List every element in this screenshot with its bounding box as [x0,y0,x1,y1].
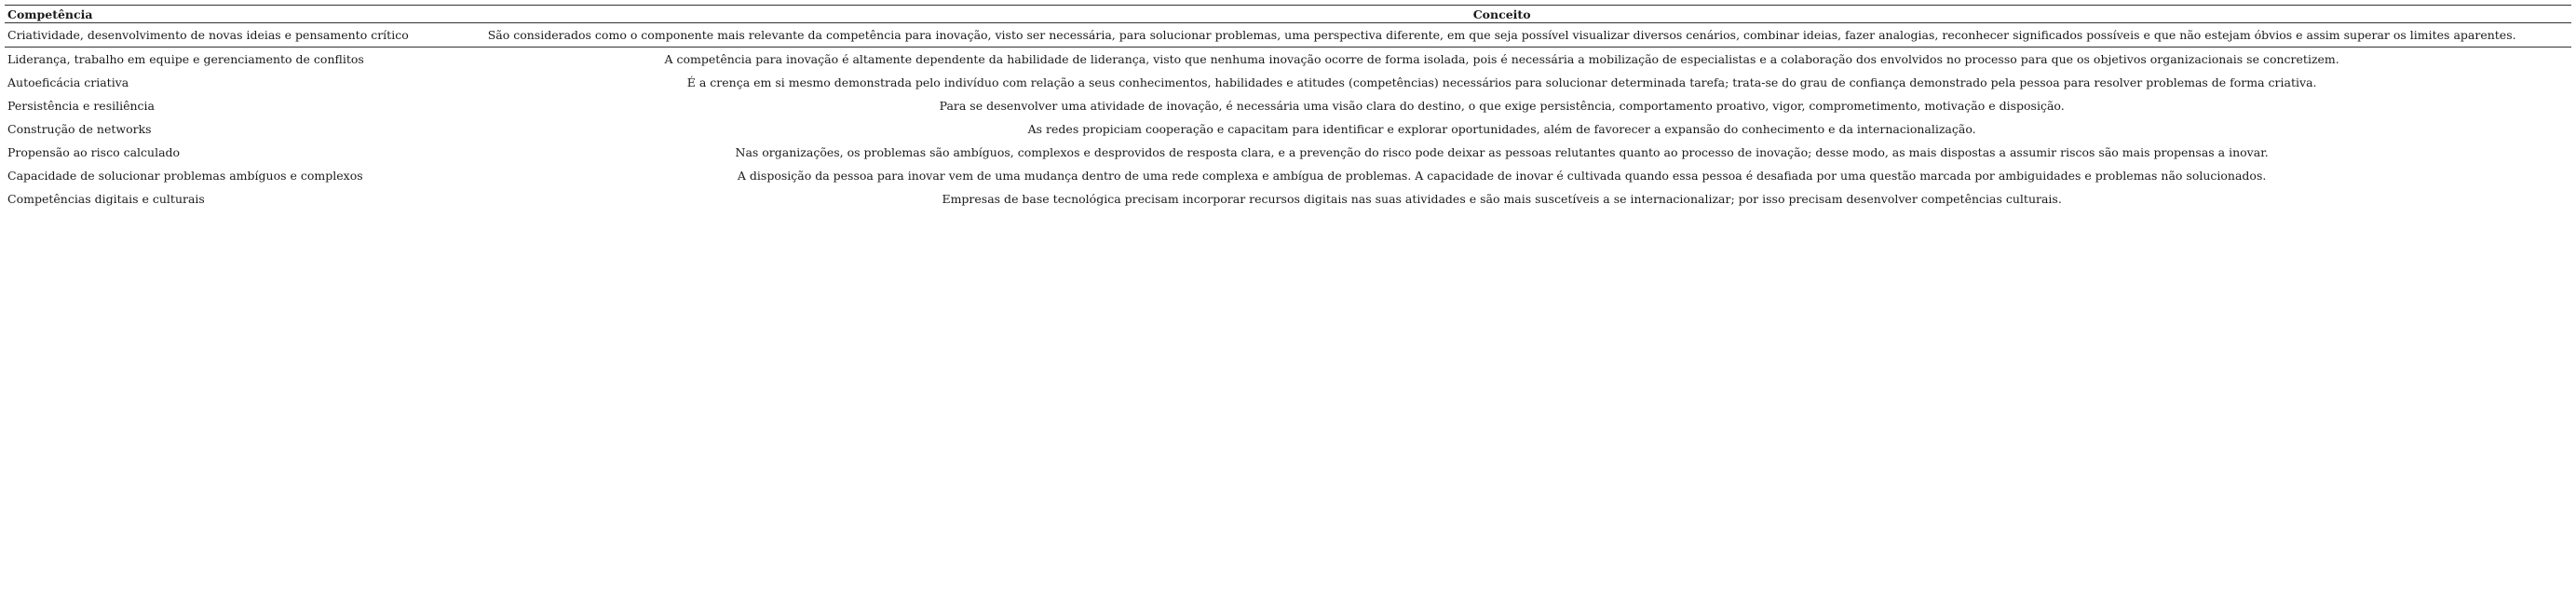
cell-competencia: Capacidade de solucionar problemas ambíguos e complexos [7,169,363,183]
header-row [5,6,2571,23]
cell-conceito: Nas organizações, os problemas são ambíguos, complexos e desprovidos de resposta clara, e a prevenção do risco pode deixar as pessoas relutantes quanto ao processo de inovação; desse modo, as mais dispostas a assumir riscos são mais propensas a inovar. [735,145,2269,159]
cell-competencia: Propensão ao risco calculado [7,145,181,159]
cell-conceito: Para se desenvolver uma atividade de inovação, é necessária uma visão clara do destino, o que exige persistência, comportamento proativo, vigor, comprometimento, motivação e disposição. [939,99,2065,113]
header-conceito: Conceito [432,6,2571,23]
cell-conceito: É a crença em si mesmo demonstrada pelo indivíduo com relação a seus conhecimentos, habilidades e atitudes (competências) necessários para solucionar determinada tarefa; trata-se do grau de confiança demonstrado pela pessoa para resolver problemas de forma criativa. [686,75,2317,89]
cell-conceito: São considerados como o componente mais relevante da competência para inovação, visto ser necessária, para solucionar problemas, uma perspectiva diferente, em que seja possível visualizar diversos cenários, combinar ideias, fazer analogias, reconhecer significados possíveis e que não estejam óbvios e assim superar os limites aparentes. [432,23,2571,48]
cell-competencia: Liderança, trabalho em equipe e gerenciamento de conflitos [7,52,364,66]
table-row [5,117,2571,141]
cell-competencia: Criatividade, desenvolvimento de novas ideias e pensamento crítico [5,23,432,48]
cell-conceito: A competência para inovação é altamente dependente da habilidade de liderança, visto que nenhuma inovação ocorre de forma isolada, pois é necessária a mobilização de especialistas e a colaboração dos envolvidos no processo para que os objetivos organizacionais se concretizem. [664,52,2339,66]
cell-competencia: Persistência e resiliência [7,99,155,113]
table-row [5,48,2571,72]
table-header [5,6,2571,23]
cell-conceito: A disposição da pessoa para inovar vem de uma mudança dentro de uma rede complexa e ambígua de problemas. A capacidade de inovar é cultivada quando essa pessoa é desafiada por uma questão marcada por ambiguidades e problemas não solucionados. [737,169,2267,183]
competencies-table [5,5,2571,211]
header-competencia: Competência [5,6,432,23]
cell-competencia: Autoeficácia criativa [7,75,129,89]
competencies-table-container [5,5,2571,211]
cell-conceito: Empresas de base tecnológica precisam incorporar recursos digitais nas suas atividades e são mais suscetíveis a se internacionalizar; por isso precisam desenvolver competências culturais. [942,192,2062,206]
table-row [5,94,2571,117]
cell-competencia: Construção de networks [7,122,152,136]
table-row [5,71,2571,94]
table-row [5,141,2571,164]
table-row [5,187,2571,211]
table-body [5,23,2571,211]
cell-conceito: As redes propiciam cooperação e capacitam para identificar e explorar oportunidades, além de favorecer a expansão do conhecimento e da internacionalização. [1027,122,1976,136]
table-row [5,23,2571,48]
cell-competencia: Competências digitais e culturais [7,192,205,206]
table-row [5,164,2571,187]
